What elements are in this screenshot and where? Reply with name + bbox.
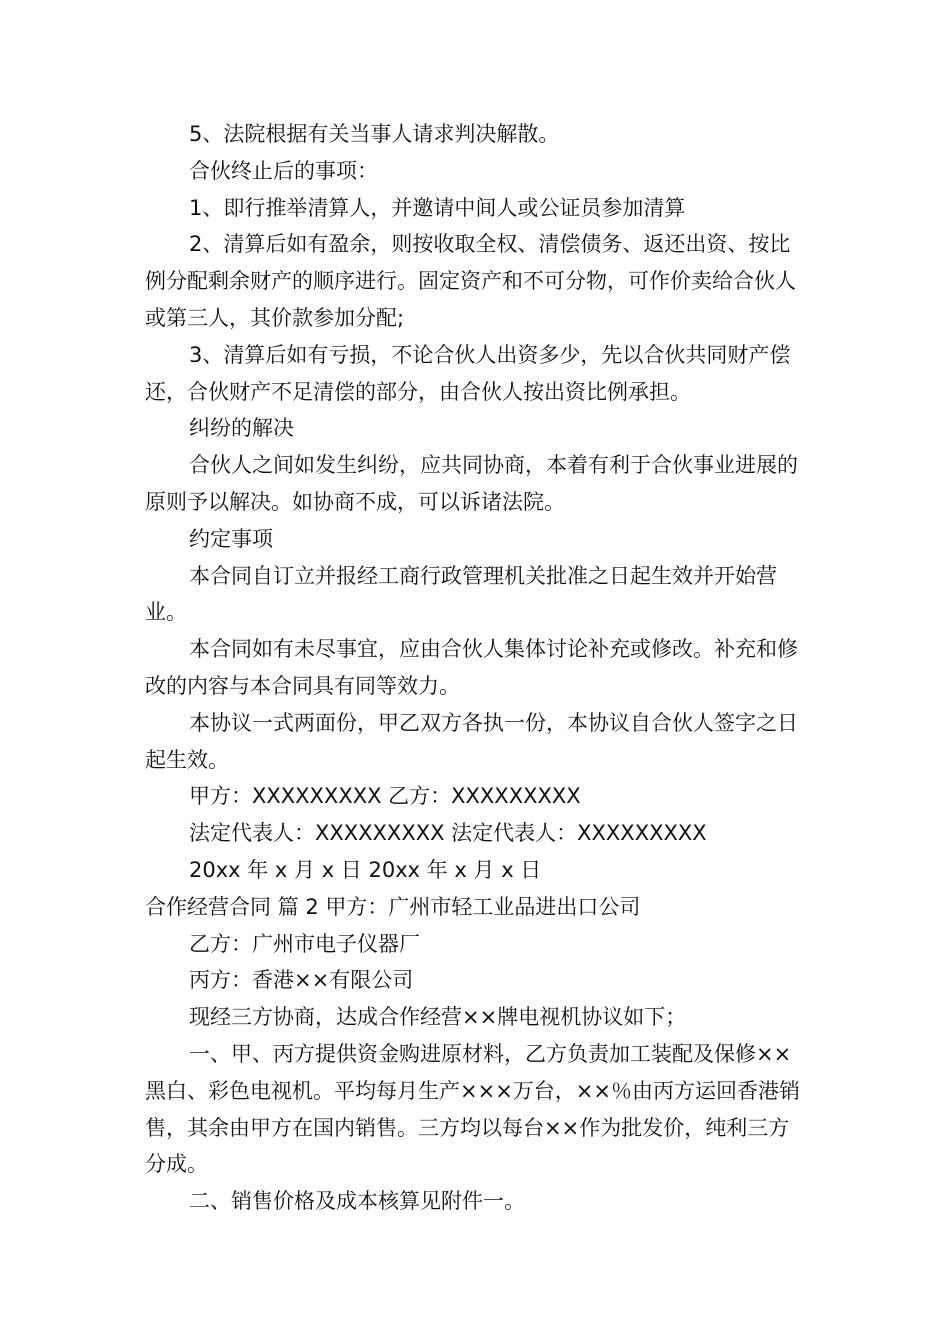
paragraph-dissolution-item-5: 5、法院根据有关当事人请求判决解散。	[189, 122, 560, 146]
clause-1: 一、甲、丙方提供资金购进原材料，乙方负责加工装配及保修××黑白、彩色电视机。平均每月生产×××万台，××％由丙方运回香港销售，其余由甲方在国内销售。三方均以每台××作为批发价，纯利三方分成。	[145, 1041, 800, 1177]
paragraph-supplement: 本合同如有未尽事宜，应由合伙人集体讨论补充或修改。补充和修改的内容与本合同具有同等效力。	[145, 637, 798, 698]
paragraph-dispute: 合伙人之间如发生纠纷，应共同协商，本着有利于合伙事业进展的原则予以解决。如协商不成，可以诉诸法院。	[145, 453, 798, 514]
clause-2: 二、销售价格及成本核算见附件一。	[189, 1189, 525, 1214]
paragraph-liquidation-2: 2、清算后如有盈余，则按收取全权、清偿债务、返还出资、按比例分配剩余财产的顺序进行。固定资产和不可分物，可作价卖给合伙人或第三人，其价款参加分配;	[145, 232, 796, 330]
paragraph-intro: 现经三方协商，达成合作经营××牌电视机协议如下；	[189, 1005, 687, 1030]
signature-dates: 20xx 年 x 月 x 日 20xx 年 x 月 x 日	[189, 857, 542, 882]
heading-post-termination: 合伙终止后的事项：	[189, 158, 378, 183]
party-b: 乙方：广州市电子仪器厂	[189, 931, 420, 956]
paragraph-copies: 本协议一式两面份，甲乙双方各执一份，本协议自合伙人签字之日起生效。	[145, 710, 798, 772]
party-c: 丙方：香港××有限公司	[189, 968, 414, 993]
paragraph-liquidation-3: 3、清算后如有亏损，不论合伙人出资多少，先以合伙共同财产偿还，合伙财产不足清偿的部分，由合伙人按出资比例承担。	[145, 342, 791, 404]
paragraph-effective: 本合同自订立并报经工商行政管理机关批准之日起生效并开始营业。	[145, 563, 777, 625]
contract-2-title-party-a: 合作经营合同 篇 2 甲方：广州市轻工业品进出口公司	[145, 894, 641, 919]
signature-parties: 甲方：XXXXXXXXX 乙方：XXXXXXXXX	[189, 784, 581, 809]
heading-dispute-resolution: 纠纷的解决	[189, 416, 294, 441]
heading-agreed-matters: 约定事项	[189, 526, 273, 551]
document-body	[145, 116, 810, 1220]
paragraph-liquidation-1: 1、即行推举清算人，并邀请中间人或公证员参加清算	[189, 195, 686, 220]
signature-representatives: 法定代表人：XXXXXXXXX 法定代表人：XXXXXXXXX	[189, 821, 707, 846]
